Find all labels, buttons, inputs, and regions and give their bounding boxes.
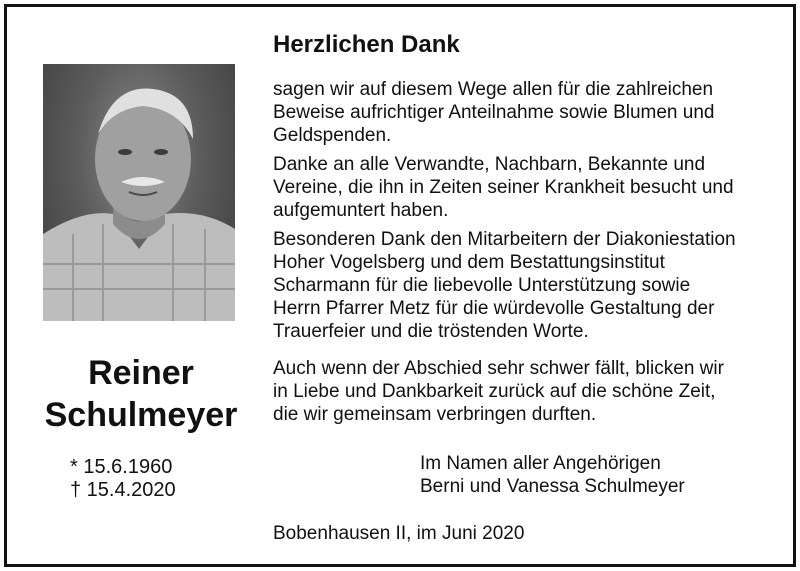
signature-line-1: Im Namen aller Angehörigen	[420, 453, 661, 474]
place-date: Bobenhausen II, im Juni 2020	[273, 523, 525, 544]
paragraph-special-thanks: Besonderen Dank den Mitarbeitern der Diakoniestation Hoher Vogelsberg und dem Bestattungsinstitut Scharmann für die liebevolle Unterstützung sowie Herrn Pfarrer Metz für die würdevolle Gestaltung der Trauerfeier und die tröstenden Worte.	[273, 229, 736, 342]
portrait-photo	[43, 64, 235, 321]
paragraph-thanks: sagen wir auf diesem Wege allen für die zahlreichen Beweise aufrichtiger Anteilnahme sowie Blumen und Geldspenden.	[273, 79, 715, 146]
birth-date: * 15.6.1960	[70, 456, 173, 478]
death-date: † 15.4.2020	[70, 479, 176, 501]
deceased-first-name: Reiner	[88, 354, 194, 392]
signature-line-2: Berni und Vanessa Schulmeyer	[420, 476, 685, 497]
deceased-last-name: Schulmeyer	[44, 396, 238, 434]
paragraph-farewell: Auch wenn der Abschied sehr schwer fällt, blicken wir in Liebe und Dankbarkeit zurück auf die schöne Zeit, die wir gemeinsam verbringen durften.	[273, 358, 724, 425]
page-title: Herzlichen Dank	[273, 31, 460, 58]
signature	[420, 452, 685, 498]
paragraph-relatives: Danke an alle Verwandte, Nachbarn, Bekannte und Vereine, die ihn in Zeiten seiner Krankheit besucht und aufgemuntert haben.	[273, 154, 734, 221]
portrait-photo-icon	[43, 64, 235, 321]
